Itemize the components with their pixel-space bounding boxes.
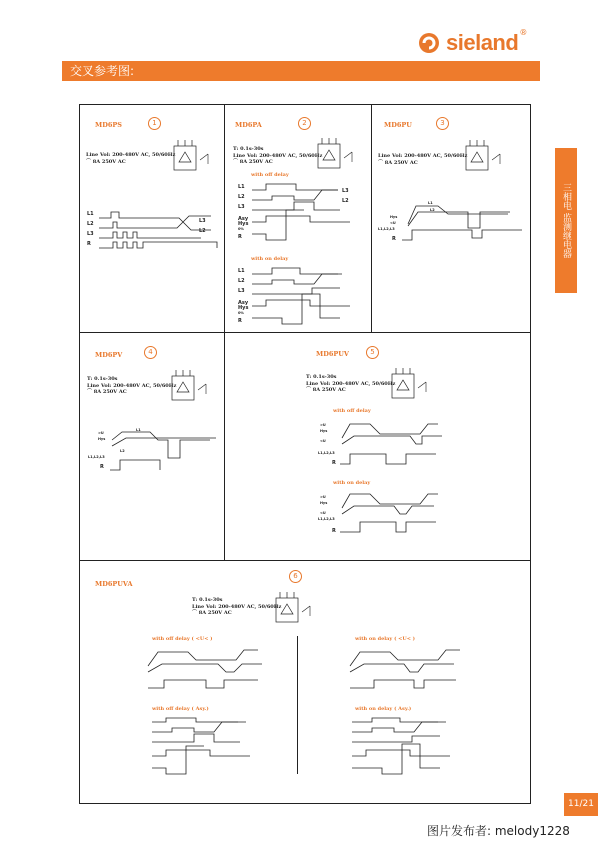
panel-number: 3 — [436, 117, 449, 130]
svg-text:L2: L2 — [199, 228, 206, 234]
svg-text:>U: >U — [320, 423, 326, 427]
timing-diagram-3 — [378, 196, 518, 242]
svg-text:L1: L1 — [87, 211, 94, 217]
diagram-subtitle: with on delay ( Asy.) — [355, 706, 412, 712]
svg-text:Hys: Hys — [320, 501, 328, 505]
timing-diagram-2b — [238, 266, 360, 328]
svg-text:0%: 0% — [238, 311, 244, 315]
svg-text:Asy: Asy — [238, 300, 249, 306]
divider — [371, 104, 372, 332]
svg-text:L2: L2 — [342, 198, 349, 204]
svg-text:L3: L3 — [238, 288, 245, 294]
svg-text:L2: L2 — [430, 208, 435, 212]
svg-text:L3: L3 — [342, 188, 349, 194]
section-title: 交叉参考图: — [62, 61, 540, 81]
svg-text:Hys: Hys — [238, 305, 249, 311]
svg-text:Hys: Hys — [98, 437, 106, 441]
svg-text:0%: 0% — [238, 227, 244, 231]
timing-diagram-6b — [330, 644, 466, 696]
svg-text:L1: L1 — [238, 268, 245, 274]
divider — [297, 636, 298, 774]
svg-text:<U: <U — [390, 221, 396, 225]
panel-model: MD6PU — [384, 121, 412, 129]
panel-spec: T: 0.1s-30s Line Vol: 200-480V AC, 50/60Hz ⌒ 8A 250V AC — [233, 146, 323, 165]
svg-text:R: R — [238, 318, 242, 324]
svg-text:<U: <U — [320, 439, 326, 443]
timing-diagram-6d — [338, 716, 466, 778]
divider — [224, 104, 225, 332]
divider — [224, 332, 225, 560]
registered-mark: ® — [519, 28, 528, 37]
svg-text:L1,L2,L3: L1,L2,L3 — [378, 227, 395, 231]
relay-symbol-icon — [172, 368, 222, 404]
svg-text:L1: L1 — [428, 201, 433, 205]
svg-text:L1,L2,L3: L1,L2,L3 — [318, 517, 335, 521]
timing-diagram-5b — [318, 486, 446, 542]
diagram-subtitle: with off delay ( <U< ) — [152, 636, 213, 642]
panel-number: 4 — [144, 346, 157, 359]
svg-text:R: R — [100, 464, 104, 470]
timing-diagram-5a — [318, 414, 446, 472]
svg-text:L3: L3 — [87, 231, 94, 237]
panel-spec: T: 0.1s-30s Line Vol: 200-480V AC, 50/60Hz ⌒ 8A 250V AC — [192, 597, 282, 616]
panel-number: 1 — [148, 117, 161, 130]
divider — [79, 332, 530, 333]
svg-text:<U: <U — [320, 511, 326, 515]
footer-credit: 图片发布者: melody1228 — [427, 824, 570, 838]
panel-spec: Line Vol: 200-480V AC, 50/60Hz ⌒ 8A 250V AC — [86, 152, 176, 165]
svg-text:R: R — [392, 236, 396, 242]
panel-model: MD6PUVA — [95, 580, 133, 588]
panel-spec: T: 0.1s-30s Line Vol: 200-480V AC, 50/60Hz ⌒ 8A 250V AC — [87, 376, 177, 395]
svg-text:L2: L2 — [120, 449, 125, 453]
svg-text:L2: L2 — [238, 194, 245, 200]
diagram-subtitle: with on delay — [251, 256, 289, 262]
panel-model: MD6PA — [235, 121, 262, 129]
timing-diagram-6c — [138, 716, 266, 778]
svg-text:L1,L2,L3: L1,L2,L3 — [88, 455, 105, 459]
relay-symbol-icon — [318, 136, 368, 172]
panel-spec: Line Vol: 200-480V AC, 50/60Hz ⌒ 8A 250V AC — [378, 153, 468, 166]
diagram-subtitle: with off delay — [333, 408, 371, 414]
svg-text:R: R — [87, 241, 91, 247]
diagram-subtitle: with on delay ( <U< ) — [355, 636, 416, 642]
relay-symbol-icon — [466, 138, 516, 174]
timing-diagram-4 — [88, 424, 220, 474]
relay-symbol-icon — [276, 590, 332, 626]
relay-symbol-icon — [392, 366, 442, 402]
svg-text:R: R — [238, 234, 242, 240]
brand-name: sieland — [446, 30, 519, 55]
svg-text:Asy: Asy — [238, 216, 249, 222]
diagram-subtitle: with off delay — [251, 172, 289, 178]
page-number: 11/21 — [564, 793, 598, 816]
svg-text:Hys: Hys — [390, 215, 398, 219]
svg-text:L1: L1 — [136, 428, 141, 432]
svg-text:L2: L2 — [87, 221, 94, 227]
panel-model: MD6PS — [95, 121, 122, 129]
svg-text:L1,L2,L3: L1,L2,L3 — [318, 451, 335, 455]
svg-text:Hys: Hys — [320, 429, 328, 433]
diagram-subtitle: with off delay ( Asy.) — [152, 706, 209, 712]
side-tab: 三相电 监测继电器 — [555, 148, 577, 293]
svg-text:L1: L1 — [238, 184, 245, 190]
brand-logo — [418, 28, 528, 56]
timing-diagram-2a — [238, 182, 360, 242]
panel-model: MD6PUV — [316, 350, 349, 358]
panel-spec: T: 0.1s-30s Line Vol: 200-480V AC, 50/60Hz ⌒ 8A 250V AC — [306, 374, 396, 393]
svg-text:>U: >U — [320, 495, 326, 499]
timing-diagram-1 — [87, 210, 217, 252]
panel-model: MD6PV — [95, 351, 123, 359]
brand-mark-icon — [418, 32, 440, 54]
svg-text:R: R — [332, 528, 336, 534]
svg-text:L3: L3 — [199, 218, 206, 224]
relay-symbol-icon — [174, 138, 218, 174]
svg-text:L3: L3 — [238, 204, 245, 210]
panel-number: 2 — [298, 117, 311, 130]
svg-text:>U: >U — [98, 431, 104, 435]
divider — [79, 560, 530, 561]
timing-diagram-6a — [128, 644, 264, 696]
svg-text:R: R — [332, 460, 336, 466]
svg-text:L2: L2 — [238, 278, 245, 284]
svg-text:Hys: Hys — [238, 221, 249, 227]
panel-number: 6 — [289, 570, 302, 583]
diagram-subtitle: with on delay — [333, 480, 371, 486]
panel-number: 5 — [366, 346, 379, 359]
